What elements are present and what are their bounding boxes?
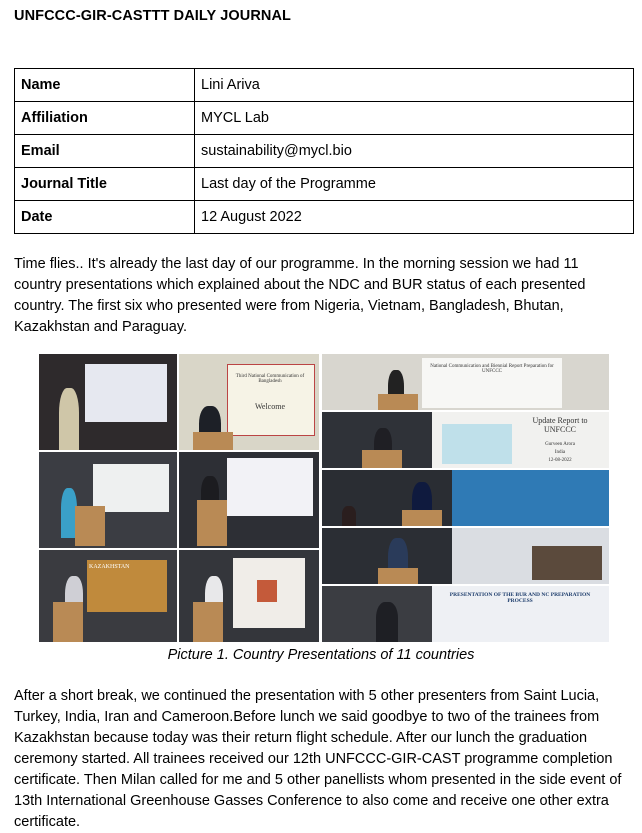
figure-caption: Picture 1. Country Presentations of 11 countries [167, 647, 475, 663]
photo-presenter-kazakhstan [39, 550, 177, 642]
slide-title: PRESENTATION OF THE BUR AND NC PREPARATION PROCESS [449, 592, 591, 604]
photo-presenter-india [322, 412, 609, 468]
info-key: Email [15, 135, 195, 168]
info-key: Name [15, 69, 195, 102]
paragraph-afternoon: After a short break, we continued the presentation with 5 other presenters from Saint Lucia, Turkey, India, Iran and Cameroon.Before lunch we said goodbye to two of the trainees from Kazakhstan because today was their return flight schedule. After our lunch the graduation ceremony started. All trainees received our 12th UNFCCC-GIR-CAST programme completion certificate. Then Milan called for me and 5 other panellists whom presented in the side event of 13th International Greenhouse Gasses Conference to also come and receive one other extra certificate. [14, 688, 622, 830]
photo-presenter-saint-lucia [322, 586, 609, 642]
info-row-affiliation [15, 102, 634, 135]
slide-title: Third National Communication of Bangladesh [235, 374, 305, 384]
photo-presenter-bhutan [179, 452, 319, 548]
slide-title: National Communication and Biennial Report Preparation for UNFCCC [430, 364, 554, 374]
info-row-date [15, 201, 634, 234]
info-value: Lini Ariva [195, 69, 634, 102]
info-row-journal-title [15, 168, 634, 201]
slide-title: Update Report to UNFCCC [532, 416, 588, 434]
info-table [14, 68, 634, 234]
slide-date: 12-08-2022 [548, 458, 572, 463]
info-key: Date [15, 201, 195, 234]
paragraph-intro: Time flies.. It's already the last day of our programme. In the morning session we had 11 country presentations which explained about the NDC and BUR status of each presented country. The first six who presented were from Nigeria, Vietnam, Bangladesh, Bhutan, Kazakhstan and Paraguay. [14, 256, 586, 335]
photo-presenter-iran [322, 470, 609, 526]
info-row-email [15, 135, 634, 168]
info-value: sustainability@mycl.bio [195, 135, 634, 168]
slide-country: India [554, 450, 566, 455]
slide-welcome: Welcome [254, 402, 285, 411]
info-key: Journal Title [15, 168, 195, 201]
photo-presenter-vietnam [39, 452, 177, 548]
slide-kazakhstan: KAZAKHSTAN [89, 564, 130, 570]
photo-collage [39, 354, 609, 642]
info-value: Last day of the Programme [195, 168, 634, 201]
photo-presenter-1 [39, 354, 177, 450]
journal-title: UNFCCC-GIR-CASTTT DAILY JOURNAL [14, 8, 291, 24]
info-value: 12 August 2022 [195, 201, 634, 234]
photo-presenter-cameroon [322, 528, 609, 584]
slide-presenter-name: Gurveen Arora [545, 442, 575, 447]
photo-presenter-turkey [322, 354, 609, 410]
photo-presenter-paraguay [179, 550, 319, 642]
info-row-name [15, 69, 634, 102]
info-value: MYCL Lab [195, 102, 634, 135]
info-key: Affiliation [15, 102, 195, 135]
photo-presenter-bangladesh [179, 354, 319, 450]
